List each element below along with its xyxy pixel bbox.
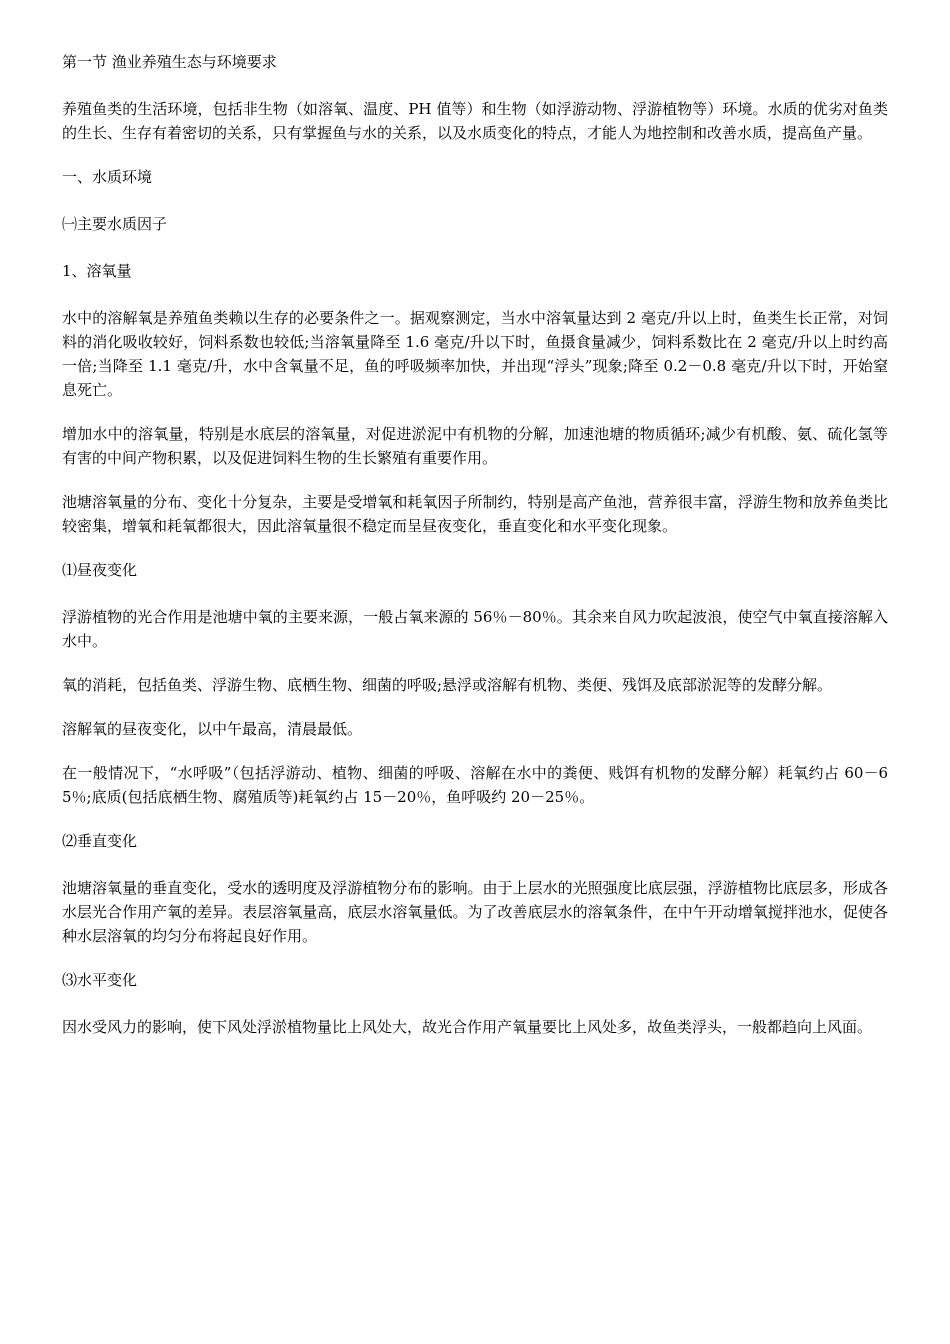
paragraph-consumption-shares: 在一般情况下，“水呼吸”（包括浮游动、植物、细菌的呼吸、溶解在水中的粪便、贱饵有机物的发酵分解）耗氧约占 60－65％;底质(包括底栖生物、腐殖质等)耗氧约占 15－20％，鱼呼吸约 20－25％。 xyxy=(62,764,888,806)
heading-dissolved-oxygen: 1、溶氧量 xyxy=(62,262,132,280)
heading-horizontal-change: ⑶水平变化 xyxy=(62,971,138,989)
paragraph-oxygen-source: 浮游植物的光合作用是池塘中氧的主要来源，一般占氧来源的 56％－80％。其余来自风力吹起波浪，使空气中氧直接溶解入水中。 xyxy=(62,608,888,650)
paragraph-do-importance: 增加水中的溶氧量，特别是水底层的溶氧量，对促进淤泥中有机物的分解，加速池塘的物质循环;减少有机酸、氨、硫化氢等有害的中间产物积累，以及促进饲料生物的生长繁殖有重要作用。 xyxy=(62,425,888,467)
paragraph-horizontal-change: 因水受风力的影响，使下风处浮淤植物量比上风处大，故光合作用产氧量要比上风处多，故鱼类浮头，一般都趋向上风面。 xyxy=(62,1018,873,1036)
intro-paragraph: 养殖鱼类的生活环境，包括非生物（如溶氧、温度、PH 值等）和生物（如浮游动物、浮游植物等）环境。水质的优劣对鱼类的生长、生存有着密切的关系，只有掌握鱼与水的关系，以及水质变化的特点，才能人为地控制和改善水质，提高鱼产量。 xyxy=(62,100,888,142)
paragraph-vertical-change: 池塘溶氧量的垂直变化，受水的透明度及浮游植物分布的影响。由于上层水的光照强度比底层强，浮游植物比底层多，形成各水层光合作用产氧的差异。表层溶氧量高，底层水溶氧量低。为了改善底层水的溶氧条件，在中午开动增氧搅拌池水，促使各种水层溶氧的均匀分布将起良好作用。 xyxy=(62,879,888,945)
heading-water-quality: 一、水质环境 xyxy=(62,168,153,186)
heading-main-factors: ㈠主要水质因子 xyxy=(62,215,168,233)
paragraph-diurnal-pattern: 溶解氧的昼夜变化，以中午最高，清晨最低。 xyxy=(62,720,363,738)
paragraph-do-distribution: 池塘溶氧量的分布、变化十分复杂，主要是受增氧和耗氧因子所制约，特别是高产鱼池，营养很丰富，浮游生物和放养鱼类比较密集，增氧和耗氧都很大，因此溶氧量很不稳定而呈昼夜变化，垂直变化和水平变化现象。 xyxy=(62,493,888,535)
paragraph-oxygen-consumption: 氧的消耗，包括鱼类、浮游生物、底栖生物、细菌的呼吸;悬浮或溶解有机物、类便、残饵及底部淤泥等的发酵分解。 xyxy=(62,676,833,694)
section-title: 第一节 渔业养殖生态与环境要求 xyxy=(62,53,277,71)
document-page xyxy=(62,50,888,1059)
heading-diurnal-change: ⑴昼夜变化 xyxy=(62,561,138,579)
paragraph-do-levels: 水中的溶解氧是养殖鱼类赖以生存的必要条件之一。据观察测定，当水中溶氧量达到 2 毫克/升以上时，鱼类生长正常，对饲料的消化吸收较好，饲料系数也较低;当溶氧量降至 1.6 毫克/升以下时，鱼摄食量减少，饲料系数比在 2 毫克/升以上时约高一倍;当降至 1.1 毫克/升，水中含氧量不足，鱼的呼吸频率加快，并出现“浮头”现象;降至 0.2－0.8 毫克/升以下时，开始窒息死亡。 xyxy=(62,309,888,399)
heading-vertical-change: ⑵垂直变化 xyxy=(62,832,138,850)
